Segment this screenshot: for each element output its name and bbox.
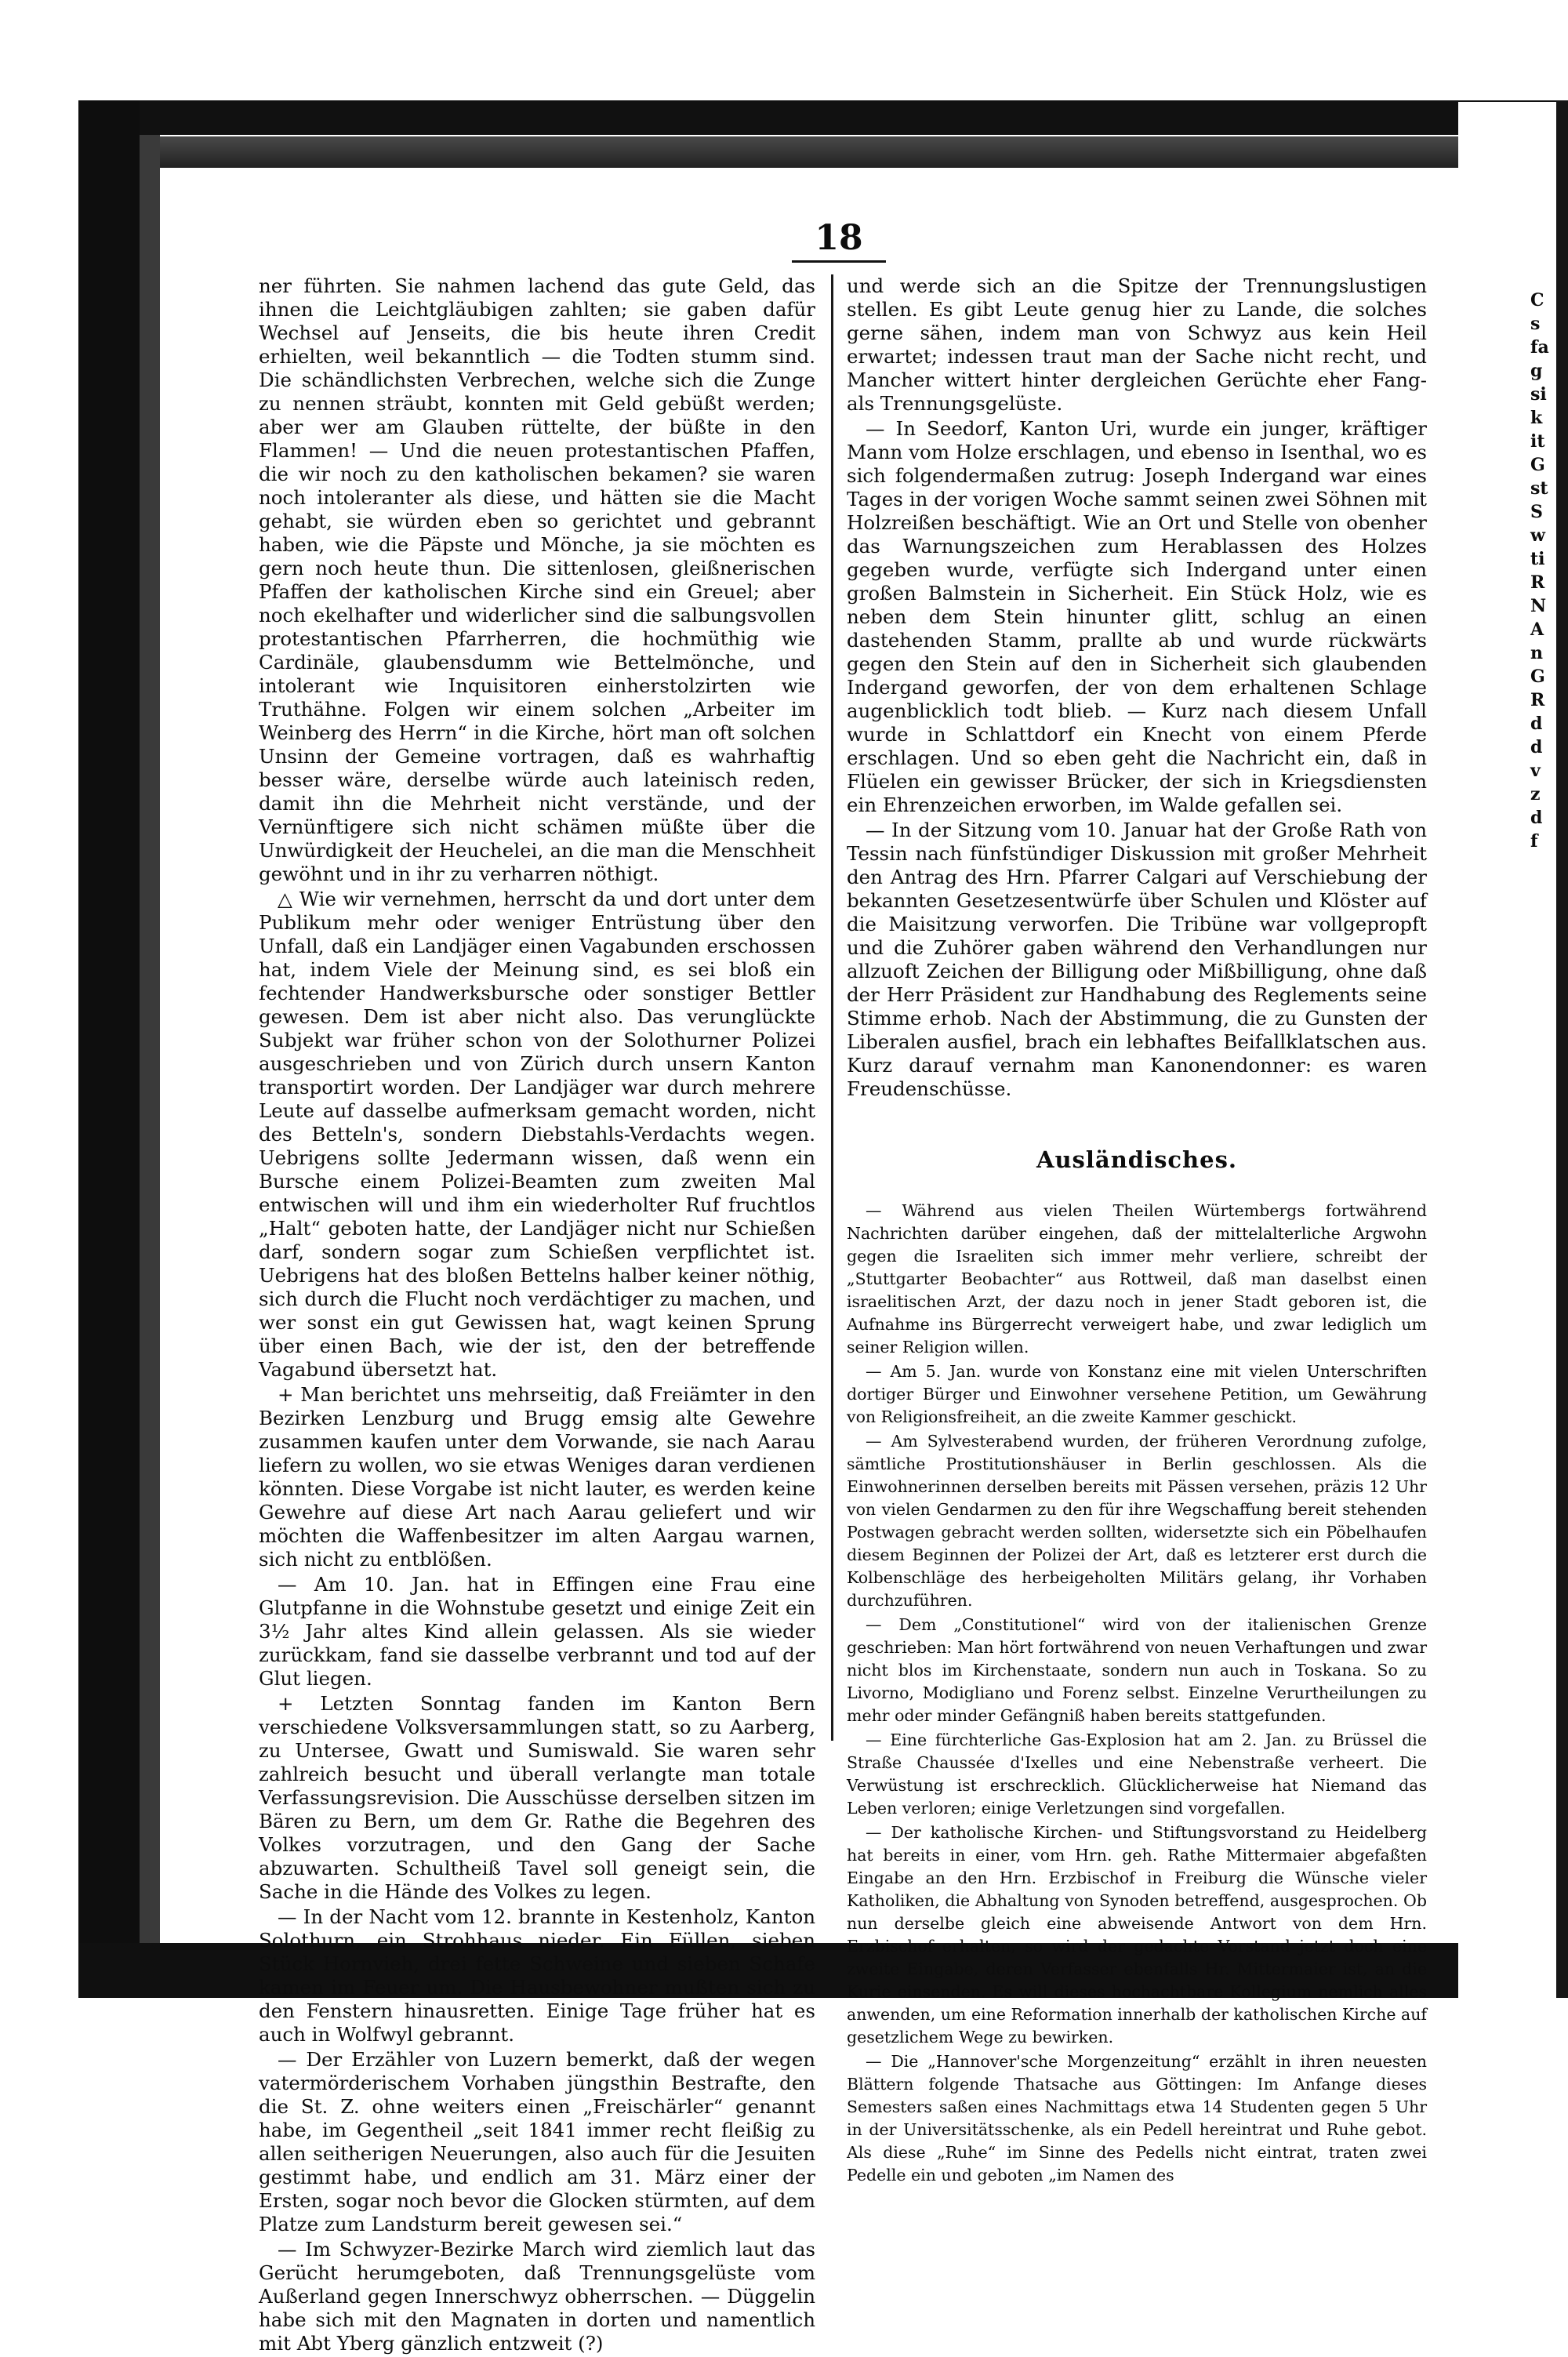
article-paragraph: + Letzten Sonntag fanden im Kanton Bern verschiedene Volksversammlungen statt, so zu Aarberg, zu Untersee, Gwatt und Sumiswald. Sie waren sehr zahlreich besucht und überall verlangte man totale Verfassungsrevision. Die Ausschüsse derselben sitzen im Bären zu Bern, um dem Gr. Rathe die Begehren des Volkes vorzutragen, und den Gang der Sache abzuwarten. Schultheiß Tavel soll geneigt sein, die Sache in die Hände des Volkes zu legen.: [259, 1692, 815, 1903]
margin-fragment: n: [1530, 643, 1543, 663]
foreign-paragraph: — Am 5. Jan. wurde von Konstanz eine mit vielen Unterschriften dortiger Bürger und Einwohner versehene Petition, um Gewährung von Religionsfreiheit, an die zweite Kammer geschickt.: [847, 1362, 1427, 1426]
margin-fragment: g: [1530, 361, 1543, 381]
margin-fragment: si: [1530, 384, 1547, 405]
section-heading-foreign: Ausländisches.: [1036, 1146, 1238, 1173]
foreign-news: [847, 1200, 1427, 2187]
margin-fragment: C: [1530, 290, 1544, 311]
foreign-paragraph: — Am Sylvesterabend wurden, der früheren Verordnung zufolge, sämtliche Prostitutionshäuser in Berlin geschlossen. Als die Einwohnerinnen derselben bereits mit Pässen versehen, präzis 12 Uhr von vielen Gendarmen zu den für ihre Wegschaffung bereit stehenden Postwagen gebracht werden sollten, widersetzte sich ein Pöbelhaufen diesem Beginnen der Polizei der Art, daß es letzterer erst durch die Kolbenschläge des herbeigeholten Militärs gelang, ihr Vorhaben durchzuführen.: [847, 1432, 1427, 1610]
next-page-margin-fragments: [1530, 289, 1554, 853]
article-paragraph: △ Wie wir vernehmen, herrscht da und dort unter dem Publikum mehr oder weniger Entrüstung über den Unfall, daß ein Landjäger einen Vagabunden erschossen hat, indem Viele der Meinung sind, es sei bloß ein fechtender Handwerksbursche oder sonstiger Bettler gewesen. Dem ist aber nicht also. Das verunglückte Subjekt war früher schon von der Solothurner Polizei ausgeschrieben und von Zürich durch unsern Kanton transportirt worden. Der Landjäger war durch mehrere Leute auf dasselbe aufmerksam gemacht worden, nicht des Betteln's, sondern Diebstahls-Verdachts wegen. Uebrigens sollte Jedermann wissen, daß wenn ein Bursche einem Polizei-Beamten zum zweiten Mal entwischen will und ihm ein wiederholter Ruf fruchtlos „Halt“ geboten hatte, der Landjäger nicht nur Schießen darf, sondern sogar zum Schießen verpflichtet ist. Uebrigens hat des bloßen Bettelns halber keiner nöthig, sich durch die Flucht noch verdächtiger zu machen, und wer sonst ein gut Gewissen hat, wagt keinen Sprung über einen Bach, wie der ist, den der betreffende Vagabund übersetzt hat.: [259, 888, 815, 1381]
margin-fragment: k: [1530, 408, 1543, 428]
margin-fragment: G: [1530, 455, 1545, 475]
margin-fragment: N: [1530, 596, 1547, 616]
foreign-paragraph: — Die „Hannover'sche Morgenzeitung“ erzählt in ihren neuesten Blättern folgende Thatsache aus Göttingen: Im Anfange dieses Semesters saßen eines Nachmittags etwa 14 Studenten gegen 5 Uhr in der Universitätsschenke, als ein Pedell hereintrat und Ruhe gebot. Als diese „Ruhe“ im Sinne des Pedells nicht eintrat, traten zwei Pedelle ein und geboten „im Namen des: [847, 2052, 1427, 2184]
margin-fragment: d: [1530, 714, 1543, 734]
left-column: [259, 274, 815, 2357]
scan-shadow-left: [140, 135, 160, 1998]
article-paragraph: — Am 10. Jan. hat in Effingen eine Frau eine Glutpfanne in die Wohnstube gesetzt und einige Zeit ein 3½ Jahr altes Kind allein gelassen. Als sie wieder zurückkam, fand sie dasselbe verbrannt und tod auf der Glut liegen.: [259, 1573, 815, 1690]
article-paragraph: — Im Schwyzer-Bezirke March wird ziemlich laut das Gerücht herumgeboten, daß Trennungsgelüste vom Außerland gegen Innerschwyz obherrschen. — Düggelin habe sich mit den Magnaten in dorten und namentlich mit Abt Yberg gänzlich entzweit (?): [259, 2238, 815, 2355]
margin-fragment: w: [1530, 525, 1545, 546]
margin-fragment: R: [1530, 690, 1545, 710]
margin-fragment: A: [1530, 619, 1544, 640]
article-paragraph: ner führten. Sie nahmen lachend das gute Geld, das ihnen die Leichtgläubigen zahlten; sie gaben dafür Wechsel auf Jenseits, die bis heute ihren Credit erhielten, weil bekanntlich — die Todten stumm sind. Die schändlichsten Verbrechen, welche sich die Zunge zu nennen sträubt, konnten mit Geld gebüßt werden; aber wer am Glauben rüttelte, der büßte in den Flammen! — Und die neuen protestantischen Pfaffen, die wir noch zu den katholischen bekamen? sie waren noch intoleranter als diese, und hätten sie die Macht gehabt, sie würden eben so gerichtet und gebrannt haben, wie die Päpste und Mönche, ja sie möchten es gern noch heute thun. Die sittenlosen, gleißnerischen Pfaffen der katholischen Kirche sind ein Greuel; aber noch ekelhafter und widerlicher sind die salbungsvollen protestantischen Pfarrherren, die hochmüthig wie Cardinäle, glaubensdumm wie Bettelmönche, und intolerant wie Inquisitoren einherstolzirten wie Truthähne. Folgen wir einem solchen „Arbeiter im Weinberg des Herrn“ in die Kirche, hört man oft solchen Unsinn der Gemeine vortragen, daß es wahrhaftig besser wäre, derselbe würde auch lateinisch reden, damit ihn die Mehrheit nicht verstände, und der Vernünftigere sich nicht schämen müßte über die Unwürdigkeit der Heuchelei, an die man die Menschheit gewöhnt und in ihr zu verharren nöthigt.: [259, 274, 815, 885]
margin-fragment: d: [1530, 808, 1543, 828]
scan-shadow-top: [141, 136, 1568, 168]
foreign-paragraph: — Dem „Constitutionel“ wird von der italienischen Grenze geschrieben: Man hört fortwährend von neuen Verhaftungen und zwar nicht blos im Kirchenstaate, sondern nun auch in Toskana. So zu Livorno, Modigliano und Forenz selbst. Einzelne Verurtheilungen zu mehr oder minder Gefängniß haben bereits stattgefunden.: [847, 1615, 1427, 1725]
margin-fragment: fa: [1530, 337, 1549, 358]
scan-border-top: [78, 100, 1568, 135]
margin-fragment: v: [1530, 761, 1541, 781]
page-number-rule: [792, 260, 886, 263]
margin-fragment: z: [1530, 784, 1541, 804]
margin-fragment: d: [1530, 737, 1543, 757]
page-number: 18: [815, 218, 863, 258]
margin-fragment: G: [1530, 666, 1545, 687]
article-paragraph: — In der Sitzung vom 10. Januar hat der Große Rath von Tessin nach fünfstündiger Diskussion mit großer Mehrheit den Antrag des Hrn. Pfarrer Calgari auf Verschiebung der bekannten Gesetzesentwürfe über Schulen und Klöster auf die Maisitzung verworfen. Die Tribüne war vollgepropft und die Zuhörer gaben während den Verhandlungen nur allzuoft Zeichen der Billigung oder Mißbilligung, ohne daß der Herr Präsident zur Handhabung des Reglements seine Stimme erhob. Nach der Abstimmung, die zu Gunsten der Liberalen ausfiel, brach ein lebhaftes Beifallklatschen aus. Kurz darauf vernahm man Kanonendonner: es waren Freudenschüsse.: [847, 819, 1427, 1100]
right-column: [847, 274, 1427, 2188]
margin-fragment: it: [1530, 431, 1545, 452]
article-paragraph: und werde sich an die Spitze der Trennungslustigen stellen. Es gibt Leute genug hier zu Lande, die solches gerne sähen, indem man von Schwyz aus kein Heil erwartet; indessen traut man der Sache nicht recht, und Mancher wittert hinter dergleichen Gerüchte eher Fang- als Trennungsgelüste.: [847, 274, 1427, 415]
margin-fragment: ti: [1530, 549, 1545, 569]
scan-border-right: [1556, 100, 1568, 1998]
margin-fragment: s: [1530, 314, 1541, 334]
margin-fragment: f: [1530, 831, 1538, 852]
article-paragraph: — In der Nacht vom 12. brannte in Kestenholz, Kanton Solothurn, ein Strohhaus nieder. Ein Füllen, sieben Stück Hornvieh, drei fette Schweine und sieben Schafe kamen im Feuer um. Die Hausbewohner mußten sich zu den Fenstern hinausretten. Einige Tage früher hat es auch in Wolfwyl gebrannt.: [259, 1905, 815, 2046]
margin-fragment: st: [1530, 478, 1548, 499]
foreign-paragraph: — Eine fürchterliche Gas-Explosion hat am 2. Jan. zu Brüssel die Straße Chaussée d'Ixelles und eine Nebenstraße verheert. Die Verwüstung ist erschrecklich. Glücklicherweise hat Niemand das Leben verloren; einige Verletzungen sind vorgefallen.: [847, 1731, 1427, 1818]
column-divider: [831, 274, 833, 1741]
foreign-paragraph: — Der katholische Kirchen- und Stiftungsvorstand zu Heidelberg hat bereits in einer, vom Hrn. geh. Rathe Mittermaier abgefaßten Eingabe an den Hrn. Erzbischof in Freiburg die Wünsche vieler Katholiken, die Abhaltung von Synoden betreffend, ausgesprochen. Ob nun derselbe gleich eine abweisende Antwort von dem Hrn. Erzbischof erhalten, so wird der gedachte Vorstand jetzt doch eine zweite Eingabe, deren Verfasser ebenfalls Hr. Mittermaier ist, an die Kurie einsenden. Es will dieses hochachtbare Kollegium nemlich alles anwenden, um eine Reformation innerhalb der katholischen Kirche auf gesetzlichem Wege zu bewirken.: [847, 1823, 1428, 2046]
article-paragraph: + Man berichtet uns mehrseitig, daß Freiämter in den Bezirken Lenzburg und Brugg emsig alte Gewehre zusammen kaufen unter dem Vorwande, sie nach Aarau liefern zu wollen, wo sie etwas Weniges daran verdienen könnten. Diese Vorgabe ist nicht lauter, es werden keine Gewehre auf diese Art nach Aarau geliefert und wir möchten die Waffenbesitzer im alten Aargau warnen, sich nicht zu entblößen.: [259, 1383, 815, 1571]
margin-fragment: S: [1530, 502, 1543, 522]
article-paragraph: — In Seedorf, Kanton Uri, wurde ein junger, kräftiger Mann vom Holze erschlagen, und ebenso in Isenthal, wo es sich folgendermaßen zutrug: Joseph Indergand war eines Tages in der vorigen Woche sammt seinen zwei Söhnen mit Holzreißen beschäftigt. Wie an Ort und Stelle von obenher das Warnungszeichen zum Herablassen des Holzes gegeben wurde, verfügte sich Indergand unter einen großen Balmstein in Sicherheit. Ein Stück Holz, wie es neben dem Stein hinunter glitt, schlug an einen dastehenden Stamm, prallte ab und wurde rückwärts gegen den Stein auf den in Sicherheit sich glaubenden Indergand geworfen, der von dem erhaltenen Schlage augenblicklich todt blieb. — Kurz nach diesem Unfall wurde in Schlattdorf ein Knecht von einem Pferde erschlagen. Und so eben geht die Nachricht ein, daß in Flüelen ein gewisser Brücker, der sich in Kriegsdiensten ein Ehrenzeichen erworben, im Walde gefallen sei.: [847, 417, 1427, 816]
margin-fragment: R: [1530, 572, 1545, 593]
foreign-paragraph: — Während aus vielen Theilen Würtembergs fortwährend Nachrichten darüber eingehen, daß der mittelalterliche Argwohn gegen die Israeliten sich immer mehr verliere, schreibt der „Stuttgarter Beobachter“ aus Rottweil, daß man daselbst einen israelitischen Arzt, der dazu noch in jener Stadt geboren ist, die Aufnahme ins Bürgerrecht verweigert habe, und zwar lediglich um seiner Religion willen.: [847, 1201, 1427, 1356]
scan-border-left: [78, 100, 140, 1998]
article-paragraph: — Der Erzähler von Luzern bemerkt, daß der wegen vatermörderischem Vorhaben jüngsthin Bestrafte, den die St. Z. ohne weiters einen „Freischärler“ genannt habe, im Gegentheil „seit 1841 immer recht fleißig zu allen seitherigen Neuerungen, also auch für die Jesuiten gestimmt habe, und endlich am 31. März einer der Ersten, sogar noch bevor die Glocken stürmten, auf dem Platze zum Landsturm bereit gewesen sei.“: [259, 2048, 815, 2235]
